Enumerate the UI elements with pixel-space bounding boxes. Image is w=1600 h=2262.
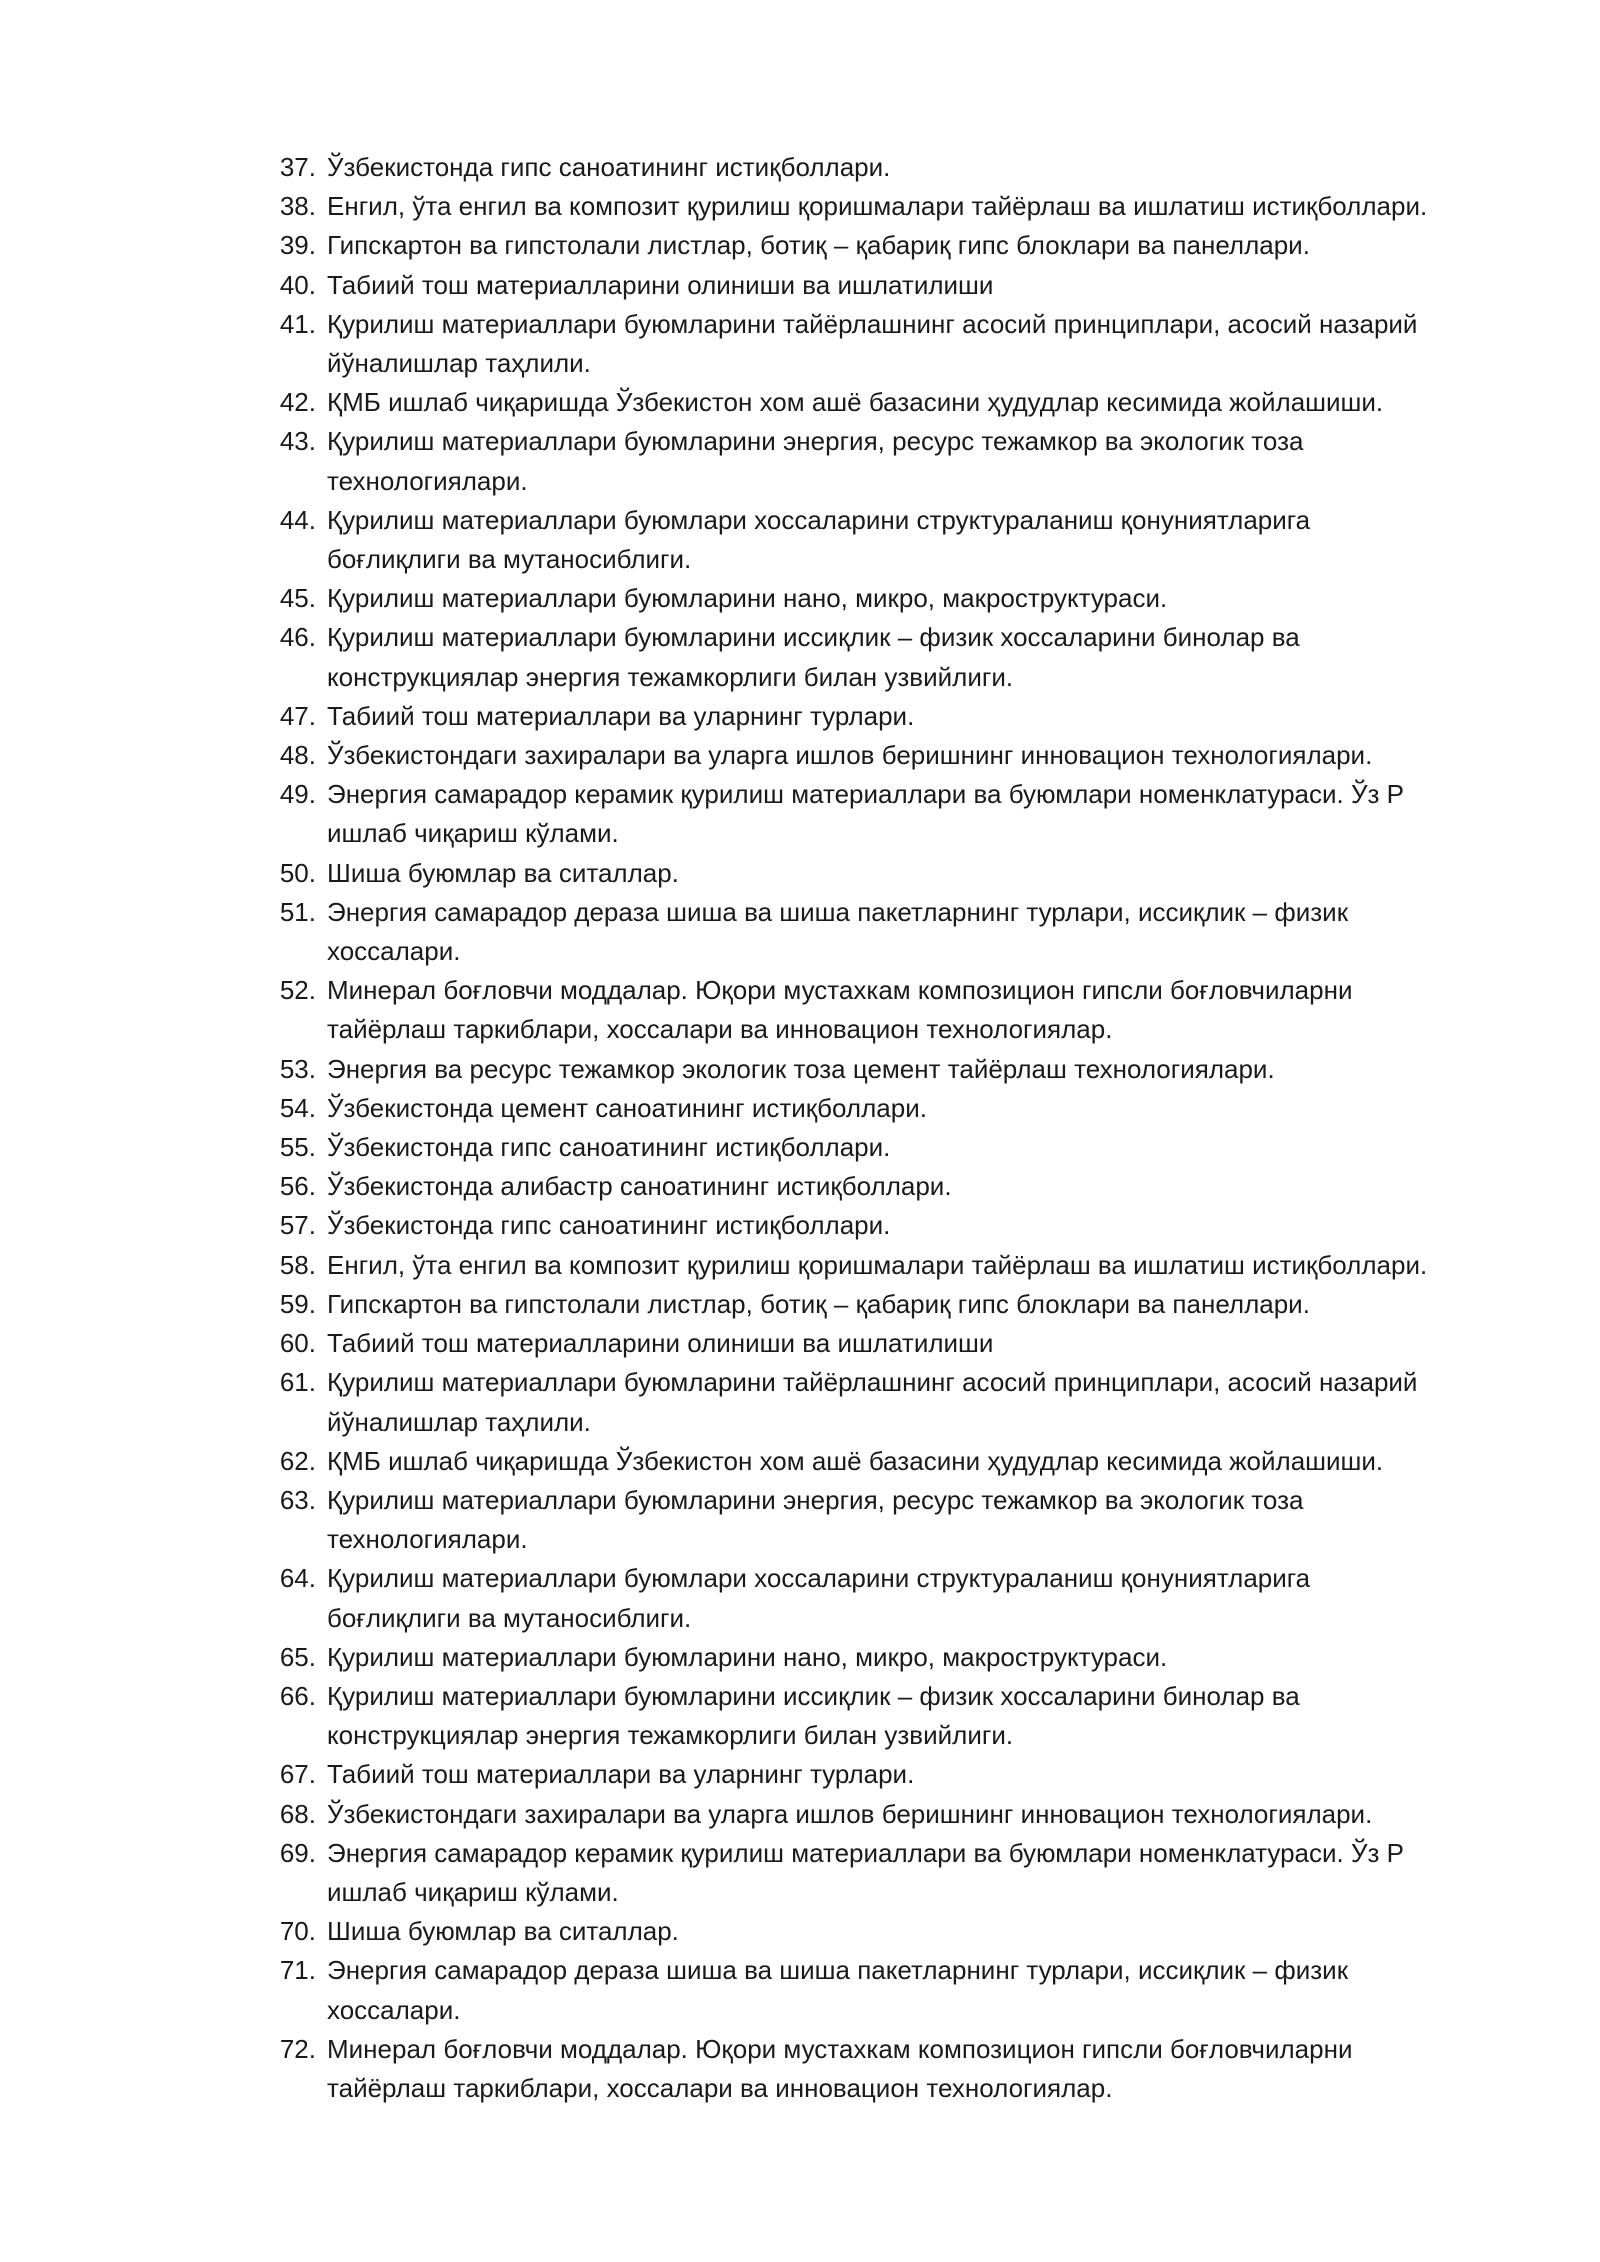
- list-item: [268, 148, 1508, 187]
- list-item-number: 40.: [279, 269, 316, 300]
- list-item-text: Қурилиш материаллари буюмлари хоссаларини структураланиш қонуниятларига боғлиқлиги ва мутаносиблиги.: [327, 1563, 1311, 1633]
- list-item-text: Қурилиш материаллари буюмларини энергия, ресурс тежамкор ва экологик тоза технологиялари.: [327, 1484, 1304, 1555]
- list-item-text: Ўзбекистонда алибастр саноатининг истиқболлари.: [327, 1171, 952, 1202]
- list-item-number: 65.: [279, 1641, 316, 1672]
- list-item-number: 50.: [279, 857, 316, 888]
- list-item-text: ҚМБ ишлаб чиқаришда Ўзбекистон хом ашё базасини ҳудудлар кесимида жойлашиши.: [327, 1445, 1384, 1476]
- list-item-number: 51.: [279, 896, 316, 927]
- list-item-number: 62.: [279, 1445, 316, 1476]
- list-item: [268, 226, 1508, 265]
- list-item-text: Қурилиш материаллари буюмларини иссиқлик – физик хоссаларини бинолар ва конструкциялар энергия тежамкорлиги билан узвийлиги.: [327, 1680, 1300, 1751]
- list-item: [268, 1559, 1508, 1637]
- list-item-number: 45.: [279, 583, 316, 614]
- list-item: [268, 266, 1508, 305]
- list-item: [268, 1951, 1508, 2029]
- list-item-number: 38.: [279, 191, 316, 222]
- list-item-text: Гипскартон ва гипстолали листлар, ботиқ – қабариқ гипс блоклари ва панеллари.: [327, 1288, 1310, 1319]
- list-item-number: 59.: [279, 1288, 316, 1319]
- list-item: [268, 1755, 1508, 1794]
- list-item-text: Қурилиш материаллари буюмларини тайёрлашнинг асосий принциплари, асосий назарий йўналишлар таҳлили.: [327, 1367, 1418, 1437]
- list-item-number: 37.: [279, 152, 316, 182]
- list-item-number: 67.: [279, 1759, 316, 1790]
- list-item-text: Гипскартон ва гипстолали листлар, ботиқ – қабариқ гипс блоклари ва панеллари.: [327, 230, 1310, 261]
- list-item-number: 66.: [279, 1680, 316, 1711]
- list-item: [268, 1246, 1508, 1285]
- list-item-text: Табиий тош материалларини олиниши ва ишлатилиши: [327, 269, 994, 300]
- list-item-number: 46.: [279, 622, 316, 653]
- list-item-text: Энергия самарадор деразa шиша ва шиша пакетларнинг турлари, иссиқлик – физик хоссалари.: [327, 1955, 1349, 2025]
- list-item-text: Қурилиш материаллари буюмларини тайёрлашнинг асосий принциплари, асосий назарий йўналишлар таҳлили.: [327, 308, 1418, 379]
- list-item-number: 68.: [279, 1798, 316, 1829]
- list-item: [268, 422, 1508, 500]
- list-item-number: 53.: [279, 1053, 316, 1084]
- list-item: [268, 1206, 1508, 1245]
- list-item-number: 49.: [279, 779, 316, 810]
- list-item-number: 60.: [279, 1328, 316, 1359]
- list-item: [268, 1363, 1508, 1441]
- list-item: [268, 501, 1508, 579]
- list-item: [268, 1167, 1508, 1206]
- list-item-number: 44.: [279, 504, 316, 535]
- list-item-text: Ўзбекистонда цемент саноатининг истиқболлари.: [327, 1092, 927, 1123]
- list-item: [268, 1324, 1508, 1363]
- list-item-number: 56.: [279, 1171, 316, 1202]
- list-item: [268, 383, 1508, 422]
- list-item-number: 58.: [279, 1249, 316, 1280]
- list-item-number: 41.: [279, 308, 316, 339]
- list-item: [268, 1128, 1508, 1167]
- list-item: [268, 697, 1508, 736]
- list-item: [268, 1442, 1508, 1481]
- numbered-list: [268, 148, 1508, 2108]
- list-item-text: Энергия самарадор деразa шиша ва шиша пакетларнинг турлари, иссиқлик – физик хоссалари.: [327, 896, 1349, 967]
- list-item-number: 54.: [279, 1092, 316, 1123]
- list-item-text: Ўзбекистонда гипс саноатининг истиқболлари.: [327, 1210, 891, 1241]
- list-item: [268, 618, 1508, 696]
- list-item-text: Энергия самарадор керамик қурилиш материаллари ва буюмлари номенклатураси. Ўз Р ишлаб чиқариш кўлами.: [327, 779, 1404, 849]
- list-item-text: Табиий тош материаллари ва уларнинг турлари.: [327, 1759, 915, 1790]
- list-item-number: 69.: [279, 1837, 316, 1868]
- list-item-text: Енгил, ўта енгил ва композит қурилиш қоришмалари тайёрлаш ва ишлатиш истиқболлари.: [327, 191, 1428, 222]
- list-item: [268, 736, 1508, 775]
- list-item-number: 64.: [279, 1563, 316, 1594]
- list-item-text: Қурилиш материаллари буюмларини нано, микро, макроструктураси.: [327, 583, 1168, 614]
- list-item-text: Қурилиш материаллари буюмларини иссиқлик – физик хоссаларини бинолар ва конструкциялар энергия тежамкорлиги билан узвийлиги.: [327, 622, 1300, 692]
- list-item: [268, 1795, 1508, 1834]
- list-item-number: 72.: [279, 2033, 316, 2064]
- list-item: [268, 1912, 1508, 1951]
- list-item-text: Қурилиш материаллари буюмларини нано, микро, макроструктураси.: [327, 1641, 1168, 1672]
- list-item: [268, 893, 1508, 971]
- list-item-text: Ўзбекистондаги захиралари ва уларга ишлов беришнинг инновацион технологиялари.: [327, 1798, 1373, 1829]
- list-item: [268, 1050, 1508, 1089]
- list-item-text: Енгил, ўта енгил ва композит қурилиш қоришмалари тайёрлаш ва ишлатиш истиқболлари.: [327, 1249, 1428, 1280]
- list-item-text: Энергия самарадор керамик қурилиш материаллари ва буюмлари номенклатураси. Ўз Р ишлаб чиқариш кўлами.: [327, 1837, 1404, 1907]
- list-item-text: ҚМБ ишлаб чиқаришда Ўзбекистон хом ашё базасини ҳудудлар кесимида жойлашиши.: [327, 387, 1384, 418]
- list-item: [268, 579, 1508, 618]
- list-item-text: Минерал боғловчи моддалар. Юқори мустахкам композицион гипсли боғловчиларни тайёрлаш таркиблари, хоссалари ва инновацион технологиялар.: [327, 975, 1353, 1045]
- list-item-number: 52.: [279, 975, 316, 1006]
- list-item-text: Табиий тош материаллари ва уларнинг турлари.: [327, 700, 915, 731]
- list-item-number: 55.: [279, 1132, 316, 1163]
- list-item-text: Шиша буюмлар ва ситаллар.: [327, 857, 679, 888]
- list-item: [268, 1834, 1508, 1912]
- list-item-number: 63.: [279, 1484, 316, 1515]
- list-item-number: 61.: [279, 1367, 316, 1398]
- list-item-number: 47.: [279, 700, 316, 731]
- list-item-number: 57.: [279, 1210, 316, 1241]
- list-item: [268, 854, 1508, 893]
- list-item: [268, 2030, 1508, 2108]
- list-item: [268, 1481, 1508, 1559]
- list-item-text: Шиша буюмлар ва ситаллар.: [327, 1916, 679, 1947]
- list-item-text: Энергия ва ресурс тежамкор экологик тоза цемент тайёрлаш технологиялари.: [327, 1053, 1275, 1084]
- list-item-text: Ўзбекистонда гипс саноатининг истиқболлари.: [327, 152, 891, 182]
- list-item: [268, 1089, 1508, 1128]
- list-item-number: 71.: [279, 1955, 316, 1986]
- list-item: [268, 971, 1508, 1049]
- list-item: [268, 775, 1508, 853]
- list-item: [268, 187, 1508, 226]
- list-item-number: 43.: [279, 426, 316, 457]
- list-item-text: Қурилиш материаллари буюмлари хоссаларини структураланиш қонуниятларига боғлиқлиги ва мутаносиблиги.: [327, 504, 1311, 575]
- list-item-number: 48.: [279, 740, 316, 771]
- list-item: [268, 1285, 1508, 1324]
- list-item-number: 39.: [279, 230, 316, 261]
- list-item: [268, 1677, 1508, 1755]
- list-item-text: Қурилиш материаллари буюмларини энергия, ресурс тежамкор ва экологик тоза технологиялари.: [327, 426, 1304, 496]
- list-item-text: Ўзбекистондаги захиралари ва уларга ишлов беришнинг инновацион технологиялари.: [327, 740, 1373, 771]
- list-item-number: 70.: [279, 1916, 316, 1947]
- list-item: [268, 305, 1508, 383]
- list-item-number: 42.: [279, 387, 316, 418]
- list-item: [268, 1638, 1508, 1677]
- list-item-text: Минерал боғловчи моддалар. Юқори мустахкам композицион гипсли боғловчиларни тайёрлаш таркиблари, хоссалари ва инновацион технологиялар.: [327, 2033, 1353, 2103]
- list-item-text: Табиий тош материалларини олиниши ва ишлатилиши: [327, 1328, 994, 1359]
- list-item-text: Ўзбекистонда гипс саноатининг истиқболлари.: [327, 1132, 891, 1163]
